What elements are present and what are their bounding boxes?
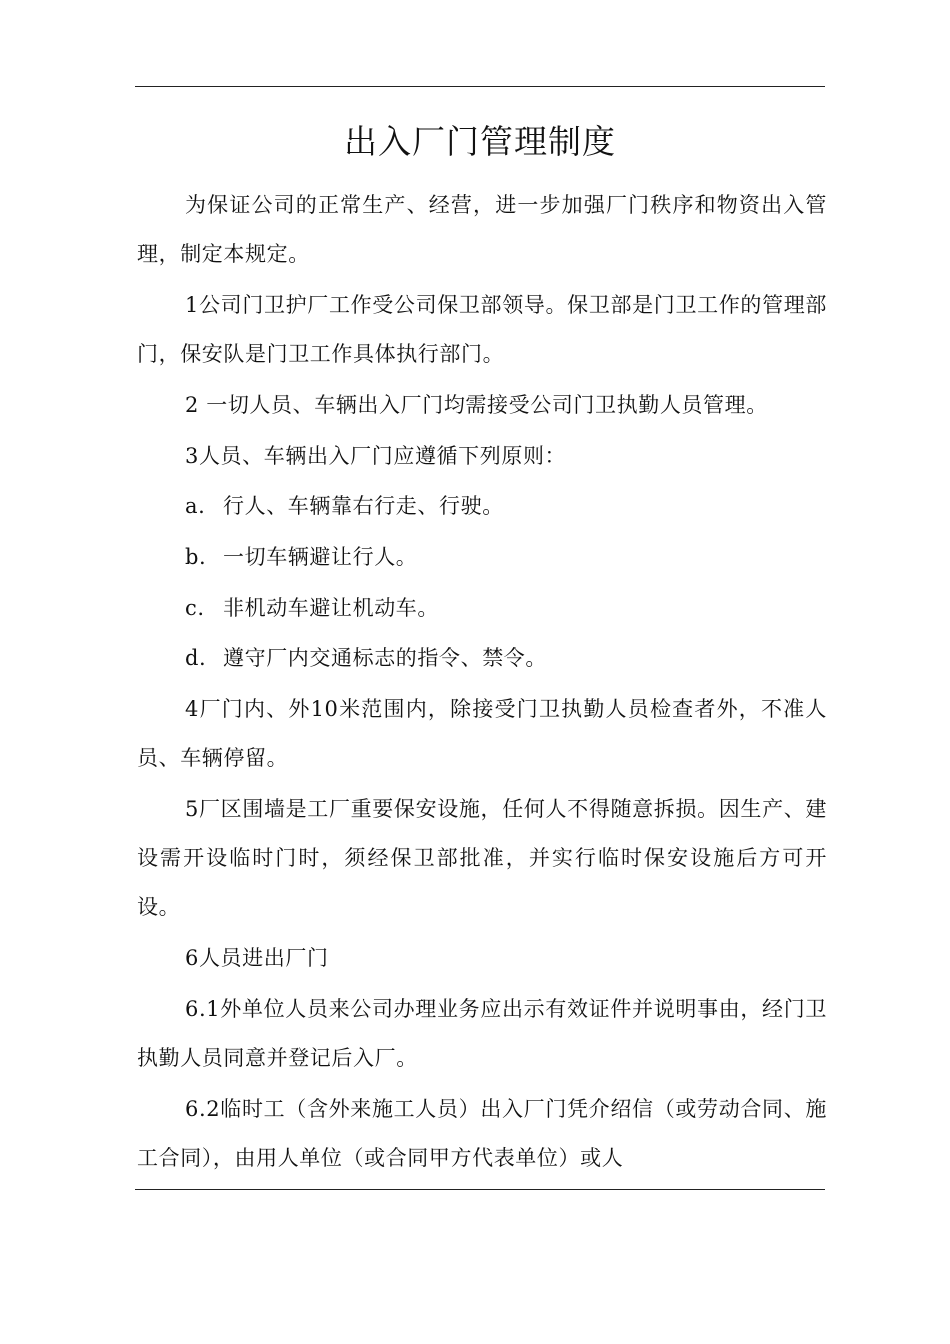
clause-6-2: 6.2临时工（含外来施工人员）出入厂门凭介绍信（或劳动合同、施工合同），由用人单位（或合同甲方代表单位）或人 — [137, 1096, 827, 1170]
rule-marker: d. — [185, 646, 207, 671]
rule-text: 非机动车避让机动车。 — [223, 595, 439, 620]
rule-marker: c. — [185, 595, 205, 620]
header-rule — [135, 86, 825, 87]
document-body — [137, 181, 827, 1185]
clause-6: 6人员进出厂门 — [185, 946, 329, 971]
rule-marker: b. — [185, 544, 207, 569]
rule-item-d — [137, 634, 827, 683]
clause-6-1: 6.1外单位人员来公司办理业务应出示有效证件并说明事由，经门卫执勤人员同意并登记后入厂。 — [137, 996, 827, 1070]
rule-marker: a. — [185, 494, 206, 519]
rule-text: 一切车辆避让行人。 — [223, 544, 418, 569]
rule-text: 遵守厂内交通标志的指令、禁令。 — [223, 646, 547, 671]
rule-item-b — [137, 533, 827, 582]
rule-item-a — [137, 482, 827, 531]
clause-2: 2 一切人员、车辆出入厂门均需接受公司门卫执勤人员管理。 — [185, 392, 768, 417]
clause-1: 1公司门卫护厂工作受公司保卫部领导。保卫部是门卫工作的管理部门，保安队是门卫工作具体执行部门。 — [137, 292, 827, 367]
footer-rule — [135, 1189, 825, 1190]
rule-text: 行人、车辆靠右行走、行驶。 — [223, 494, 504, 519]
clause-3: 3人员、车辆出入厂门应遵循下列原则： — [185, 443, 567, 468]
clause-5: 5厂区围墙是工厂重要保安设施，任何人不得随意拆损。因生产、建设需开设临时门时，须经保卫部批准，并实行临时保安设施后方可开设。 — [137, 796, 827, 920]
rule-item-c — [137, 584, 827, 633]
document-title: 出入厂门管理制度 — [344, 122, 616, 161]
intro-paragraph: 为保证公司的正常生产、经营，进一步加强厂门秩序和物资出入管理，制定本规定。 — [137, 193, 827, 267]
clause-4: 4厂门内、外10米范围内，除接受门卫执勤人员检查者外，不准人员、车辆停留。 — [137, 697, 827, 771]
